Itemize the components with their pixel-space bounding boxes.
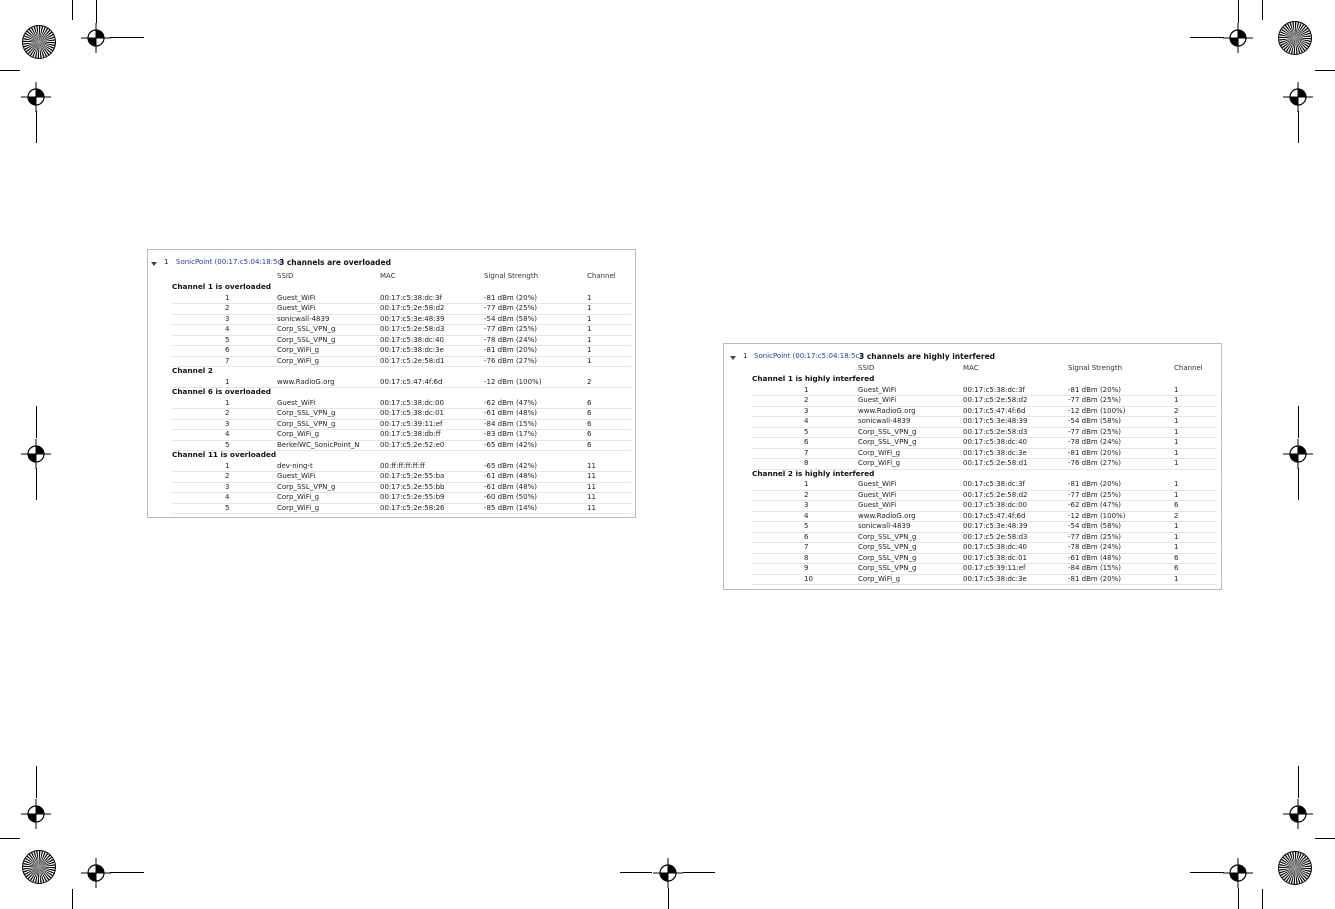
ssid-cell: sonicwall-4839 (858, 522, 911, 530)
signal-cell: -61 dBm (48%) (484, 472, 537, 480)
signal-cell: -62 dBm (47%) (1068, 501, 1121, 509)
row-index: 1 (225, 293, 230, 302)
column-header-mac[interactable]: MAC (380, 272, 396, 280)
signal-cell: -77 dBm (25%) (484, 304, 537, 312)
mac-cell: 00:17:c5:38:dc:3f (963, 480, 1026, 488)
ssid-cell: Corp_SSL_VPN_g (277, 325, 336, 333)
ssid-cell: dev-ning-t (277, 461, 313, 470)
ssid-cell: Guest_WiFi (277, 398, 316, 407)
column-header-ssid[interactable]: SSID (858, 364, 875, 372)
crop-line (0, 838, 20, 839)
row-index: 7 (804, 448, 809, 457)
ssid-cell: Guest_WiFi (858, 501, 897, 509)
ssid-cell: Corp_WiFi_g (277, 356, 320, 365)
ssid-cell: sonicwall-4839 (858, 417, 911, 425)
channel-cell: 1 (1174, 427, 1179, 436)
ssid-cell: Corp_SSL_VPN_g (858, 427, 917, 436)
mac-cell: 00:17:c5:38:db:ff (380, 430, 441, 438)
row-index: 4 (225, 325, 230, 333)
row-index: 1 (225, 398, 230, 407)
mac-cell: 00:17:c5:47:4f:6d (963, 406, 1026, 415)
starburst-mark-icon (1277, 20, 1313, 56)
mac-cell: 00:17:c5:2e:52:e0 (380, 440, 445, 449)
channel-cell: 11 (587, 493, 596, 501)
crop-line (96, 0, 97, 23)
mac-cell: 00:17:c5:38:dc:3e (963, 448, 1027, 457)
column-header-signal[interactable]: Signal Strength (484, 272, 539, 280)
signal-cell: -81 dBm (20%) (484, 346, 537, 354)
crop-line (36, 406, 37, 438)
ap-name-link[interactable]: SonicPoint (00:17:c5:04:18:5c) (754, 352, 863, 360)
channel-group-title: Channel 2 is highly interfered (752, 468, 875, 478)
row-index: 4 (804, 511, 809, 520)
channel-cell: 1 (587, 346, 592, 354)
ssid-cell: www.RadioG.org (858, 511, 916, 520)
channel-cell: 11 (587, 472, 596, 480)
ssid-cell: Corp_SSL_VPN_g (277, 482, 336, 491)
row-index: 10 (804, 574, 813, 583)
crosshair-mark-icon (1283, 799, 1313, 829)
channel-cell: 6 (1174, 564, 1179, 572)
channel-cell: 1 (587, 304, 592, 312)
signal-cell: -81 dBm (20%) (1068, 385, 1121, 394)
mac-cell: 00:17:c5:2e:58:26 (380, 503, 445, 512)
signal-cell: -78 dBm (24%) (1068, 438, 1121, 446)
crop-line (1262, 0, 1263, 20)
mac-cell: 00:17:c5:2e:58:d2 (380, 304, 445, 312)
signal-cell: -62 dBm (47%) (484, 398, 537, 407)
row-index: 5 (804, 427, 809, 436)
signal-cell: -81 dBm (20%) (1068, 574, 1121, 583)
channel-overload-panel (147, 249, 636, 518)
column-header-ssid[interactable]: SSID (277, 272, 294, 280)
signal-cell: -77 dBm (25%) (1068, 427, 1121, 436)
row-index: 6 (225, 346, 230, 354)
row-index: 4 (804, 417, 809, 425)
ap-status: 3 channels are highly interfered (859, 352, 996, 361)
mac-cell: 00:17:c5:2e:58:d2 (963, 396, 1028, 404)
signal-cell: -77 dBm (25%) (1068, 396, 1121, 404)
channel-cell: 11 (587, 503, 596, 512)
channel-group-title: Channel 6 is overloaded (172, 387, 272, 396)
channel-cell: 1 (1174, 417, 1179, 425)
channel-group-title: Channel 11 is overloaded (172, 450, 277, 459)
signal-cell: -54 dBm (58%) (1068, 417, 1121, 425)
channel-group-title: Channel 2 (172, 366, 213, 375)
ssid-cell: Guest_WiFi (277, 293, 316, 302)
signal-cell: -78 dBm (24%) (1068, 543, 1121, 551)
crop-line (1298, 406, 1299, 438)
ssid-cell: Guest_WiFi (858, 480, 897, 488)
crop-line (110, 37, 144, 38)
crop-line (1262, 889, 1263, 909)
table-row[interactable] (172, 356, 631, 368)
crosshair-mark-icon (21, 439, 51, 469)
row-index: 1 (225, 377, 230, 386)
mac-cell: 00:17:c5:38:dc:00 (380, 398, 445, 407)
ssid-cell: Corp_SSL_VPN_g (858, 553, 917, 562)
channel-cell: 1 (587, 314, 592, 323)
signal-cell: -84 dBm (15%) (1068, 564, 1121, 572)
mac-cell: 00:17:c5:2e:55:b9 (380, 493, 445, 501)
mac-cell: 00:17:c5:2e:58:d1 (963, 459, 1028, 467)
crop-line (72, 0, 73, 20)
mac-cell: 00:17:c5:2e:55:ba (380, 472, 445, 480)
row-index: 3 (225, 482, 230, 491)
mac-cell: 00:17:c5:3e:48:39 (963, 522, 1028, 530)
signal-cell: -61 dBm (48%) (484, 409, 537, 417)
mac-cell: 00:17:c5:39:11:ef (380, 419, 443, 428)
mac-cell: 00:17:c5:2e:55:bb (380, 482, 445, 491)
column-header-channel[interactable]: Channel (1174, 364, 1203, 372)
crop-line (1315, 838, 1335, 839)
signal-cell: -81 dBm (20%) (1068, 448, 1121, 457)
signal-cell: -81 dBm (20%) (484, 293, 537, 302)
row-index: 6 (804, 532, 809, 541)
channel-cell: 6 (587, 419, 592, 428)
mac-cell: 00:ff:ff:ff:ff:ff (380, 461, 425, 470)
signal-cell: -65 dBm (42%) (484, 461, 537, 470)
channel-cell: 1 (587, 335, 592, 344)
ssid-cell: Corp_SSL_VPN_g (858, 532, 917, 541)
row-index: 8 (804, 459, 809, 467)
channel-cell: 1 (1174, 385, 1179, 394)
ap-name-link[interactable]: SonicPoint (00:17:c5:04:18:5c) (176, 258, 285, 266)
signal-cell: -78 dBm (24%) (484, 335, 537, 344)
row-index: 5 (225, 335, 230, 344)
crosshair-mark-icon (21, 82, 51, 112)
mac-cell: 00:17:c5:2e:58:d3 (963, 532, 1028, 541)
channel-interference-panel (723, 343, 1222, 590)
crop-line (668, 888, 669, 909)
row-index: 3 (804, 406, 809, 415)
signal-cell: -84 dBm (15%) (484, 419, 537, 428)
ap-header-row[interactable] (724, 354, 1221, 364)
crop-line (36, 766, 37, 798)
mac-cell: 00:17:c5:38:dc:01 (963, 553, 1028, 562)
ssid-cell: Guest_WiFi (277, 472, 316, 480)
crosshair-mark-icon (81, 23, 111, 53)
signal-cell: -77 dBm (25%) (1068, 490, 1121, 499)
ssid-cell: Corp_SSL_VPN_g (277, 419, 336, 428)
ssid-cell: BerkelWC_SonicPoint_N (277, 440, 360, 449)
row-index: 8 (804, 553, 809, 562)
mac-cell: 00:17:c5:38:dc:40 (380, 335, 445, 344)
ssid-cell: Guest_WiFi (858, 385, 897, 394)
mac-cell: 00:17:c5:3e:48:39 (380, 314, 445, 323)
channel-cell: 2 (587, 377, 592, 386)
channel-cell: 11 (587, 482, 596, 491)
row-index: 9 (804, 564, 809, 572)
row-index: 1 (804, 480, 809, 488)
channel-cell: 1 (1174, 438, 1179, 446)
row-index: 2 (804, 490, 809, 499)
crop-line (36, 111, 37, 143)
row-index: 5 (225, 440, 230, 449)
ssid-cell: Corp_SSL_VPN_g (858, 564, 917, 572)
ssid-cell: Corp_WiFi_g (858, 459, 901, 467)
crop-line (1298, 468, 1299, 500)
row-index: 1 (804, 385, 809, 394)
mac-cell: 00:17:c5:2e:58:d3 (380, 325, 445, 333)
ap-index: 1 (743, 352, 748, 360)
row-index: 3 (804, 501, 809, 509)
crop-line (620, 872, 652, 873)
row-index: 5 (804, 522, 809, 530)
crosshair-mark-icon (1283, 82, 1313, 112)
crosshair-mark-icon (21, 799, 51, 829)
row-index: 7 (225, 356, 230, 365)
ssid-cell: Corp_SSL_VPN_g (277, 409, 336, 417)
mac-cell: 00:17:c5:47:4f:6d (963, 511, 1026, 520)
ap-status: 3 channels are overloaded (279, 258, 391, 267)
ssid-cell: Guest_WiFi (858, 396, 897, 404)
crop-line (72, 889, 73, 909)
row-index: 6 (804, 438, 809, 446)
ap-header-row[interactable] (148, 260, 635, 270)
signal-cell: -81 dBm (20%) (1068, 480, 1121, 488)
ssid-cell: Corp_SSL_VPN_g (858, 438, 917, 446)
signal-cell: -83 dBm (17%) (484, 430, 537, 438)
row-index: 1 (225, 461, 230, 470)
signal-cell: -54 dBm (58%) (1068, 522, 1121, 530)
row-index: 2 (804, 396, 809, 404)
ssid-cell: Corp_WiFi_g (277, 430, 320, 438)
ap-index: 1 (164, 258, 169, 266)
ssid-cell: Corp_WiFi_g (858, 448, 901, 457)
channel-cell: 6 (1174, 553, 1179, 562)
crosshair-mark-icon (653, 858, 683, 888)
channel-cell: 2 (1174, 406, 1179, 415)
channel-cell: 6 (587, 430, 592, 438)
mac-cell: 00:17:c5:38:dc:40 (963, 438, 1028, 446)
channel-cell: 1 (587, 293, 592, 302)
row-index: 2 (225, 409, 230, 417)
mac-cell: 00:17:c5:2e:58:d3 (963, 427, 1028, 436)
ssid-cell: Corp_WiFi_g (277, 346, 320, 354)
expand-arrow-icon[interactable] (730, 356, 736, 360)
mac-cell: 00:17:c5:38:dc:40 (963, 543, 1028, 551)
row-index: 4 (225, 430, 230, 438)
channel-cell: 6 (1174, 501, 1179, 509)
ssid-cell: www.RadioG.org (277, 377, 335, 386)
mac-cell: 00:17:c5:2e:58:d2 (963, 490, 1028, 499)
mac-cell: 00:17:c5:2e:58:d1 (380, 356, 445, 365)
row-index: 7 (804, 543, 809, 551)
mac-cell: 00:17:c5:38:dc:3f (963, 385, 1026, 394)
row-index: 5 (225, 503, 230, 512)
mac-cell: 00:17:c5:38:dc:01 (380, 409, 445, 417)
channel-cell: 1 (1174, 448, 1179, 457)
signal-cell: -76 dBm (27%) (484, 356, 537, 365)
crosshair-mark-icon (1223, 858, 1253, 888)
crosshair-mark-icon (1283, 439, 1313, 469)
channel-cell: 6 (587, 440, 592, 449)
channel-cell: 1 (1174, 522, 1179, 530)
signal-cell: -61 dBm (48%) (484, 482, 537, 491)
crop-line (110, 872, 144, 873)
channel-group-title: Channel 1 is highly interfered (752, 374, 875, 383)
signal-cell: -54 dBm (58%) (484, 314, 537, 323)
column-header-signal[interactable]: Signal Strength (1068, 364, 1123, 372)
crop-line (683, 872, 715, 873)
crop-line (1238, 0, 1239, 23)
channel-cell: 11 (587, 461, 596, 470)
ssid-cell: Corp_SSL_VPN_g (277, 335, 336, 344)
ssid-cell: Corp_WiFi_g (277, 493, 320, 501)
crop-line (1190, 37, 1224, 38)
signal-cell: -77 dBm (25%) (484, 325, 537, 333)
crop-line (1190, 872, 1224, 873)
signal-cell: -85 dBm (14%) (484, 503, 537, 512)
ssid-cell: Corp_WiFi_g (277, 503, 320, 512)
ssid-cell: www.RadioG.org (858, 406, 916, 415)
crosshair-mark-icon (81, 858, 111, 888)
channel-cell: 1 (1174, 532, 1179, 541)
channel-cell: 1 (587, 356, 592, 365)
mac-cell: 00:17:c5:38:dc:3f (380, 293, 443, 302)
channel-cell: 1 (587, 325, 592, 333)
crosshair-mark-icon (1223, 23, 1253, 53)
crop-line (0, 70, 20, 71)
channel-cell: 6 (587, 409, 592, 417)
column-header-mac[interactable]: MAC (963, 364, 979, 372)
channel-cell: 6 (587, 398, 592, 407)
crop-line (1315, 70, 1335, 71)
signal-cell: -60 dBm (50%) (484, 493, 537, 501)
ssid-cell: Corp_WiFi_g (858, 574, 901, 583)
ssid-cell: Guest_WiFi (277, 304, 316, 312)
table-row[interactable] (172, 503, 631, 515)
signal-cell: -12 dBm (100%) (484, 377, 542, 386)
signal-cell: -76 dBm (27%) (1068, 459, 1121, 467)
channel-cell: 1 (1174, 459, 1179, 467)
signal-cell: -61 dBm (48%) (1068, 553, 1121, 562)
signal-cell: -12 dBm (100%) (1068, 406, 1126, 415)
row-index: 2 (225, 472, 230, 480)
mac-cell: 00:17:c5:3e:48:39 (963, 417, 1028, 425)
row-index: 2 (225, 304, 230, 312)
starburst-mark-icon (21, 849, 57, 885)
mac-cell: 00:17:c5:38:dc:00 (963, 501, 1028, 509)
signal-cell: -65 dBm (42%) (484, 440, 537, 449)
channel-cell: 1 (1174, 396, 1179, 404)
expand-arrow-icon[interactable] (151, 262, 157, 266)
mac-cell: 00:17:c5:39:11:ef (963, 564, 1026, 572)
starburst-mark-icon (1277, 850, 1313, 886)
mac-cell: 00:17:c5:38:dc:3e (380, 346, 444, 354)
channel-group-title: Channel 1 is overloaded (172, 282, 272, 291)
table-row[interactable] (752, 574, 1217, 586)
ssid-cell: sonicwall-4839 (277, 314, 330, 323)
channel-cell: 1 (1174, 574, 1179, 583)
ssid-cell: Guest_WiFi (858, 490, 897, 499)
crop-line (36, 468, 37, 500)
crop-line (1298, 766, 1299, 798)
channel-cell: 1 (1174, 543, 1179, 551)
crop-line (1298, 111, 1299, 143)
column-header-channel[interactable]: Channel (587, 272, 616, 280)
starburst-mark-icon (21, 24, 57, 60)
row-index: 3 (225, 419, 230, 428)
ssid-cell: Corp_SSL_VPN_g (858, 543, 917, 551)
channel-cell: 1 (1174, 480, 1179, 488)
mac-cell: 00:17:c5:47:4f:6d (380, 377, 443, 386)
crop-line (1238, 888, 1239, 909)
signal-cell: -12 dBm (100%) (1068, 511, 1126, 520)
mac-cell: 00:17:c5:38:dc:3e (963, 574, 1027, 583)
row-index: 3 (225, 314, 230, 323)
signal-cell: -77 dBm (25%) (1068, 532, 1121, 541)
channel-cell: 1 (1174, 490, 1179, 499)
row-index: 4 (225, 493, 230, 501)
channel-cell: 2 (1174, 511, 1179, 520)
